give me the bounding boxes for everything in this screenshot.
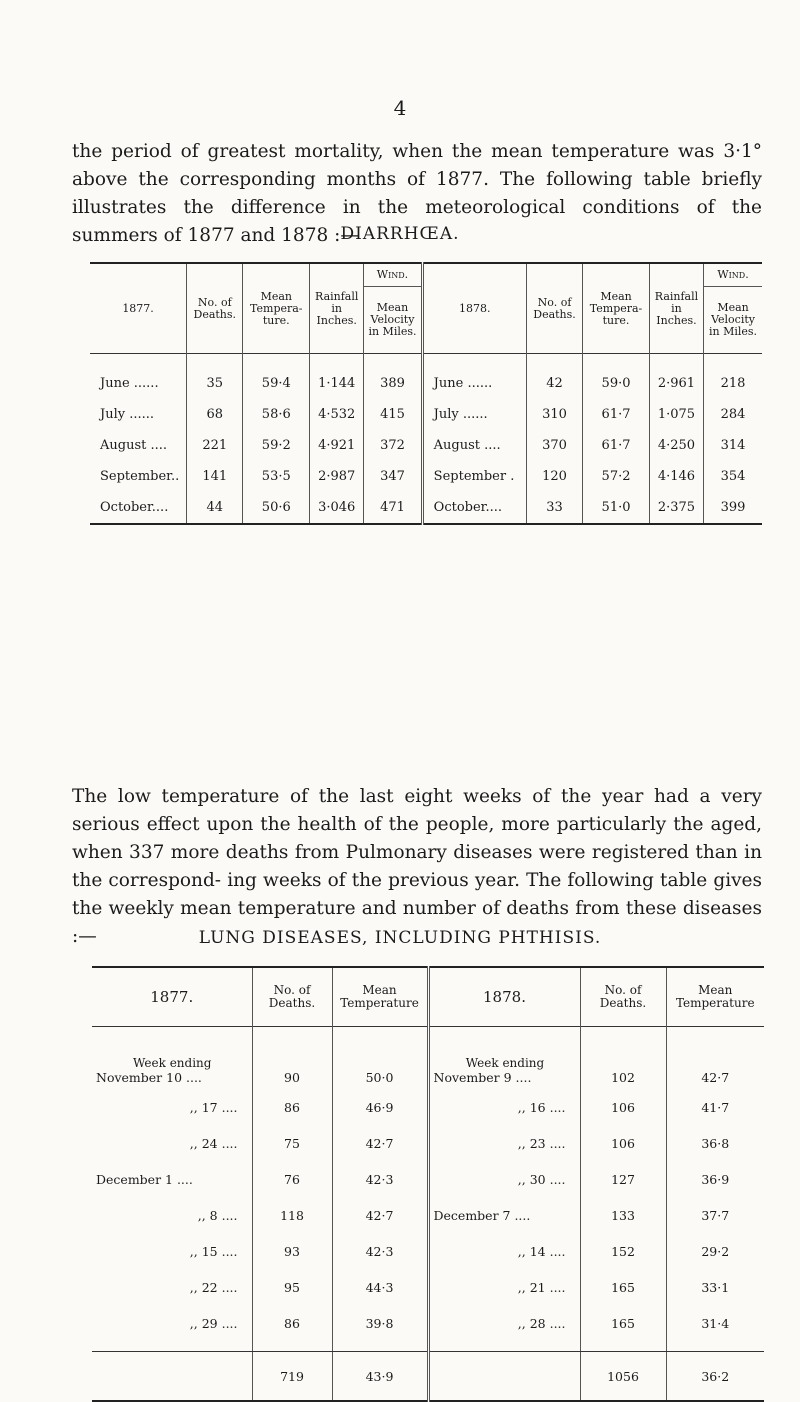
deaths-1877: 90 <box>252 1041 332 1089</box>
temp-1878: 57·2 <box>583 461 650 492</box>
week-ending-label-1878: Week ending <box>465 1056 545 1070</box>
total-temp-1878: 36·2 <box>666 1352 764 1402</box>
rain-1878: 1·075 <box>649 399 703 430</box>
week-1877: ,, 24 .... <box>189 1135 238 1151</box>
header-deaths-1877: No. of Deaths. <box>252 967 332 1027</box>
header-wind-1878: Wind. <box>704 263 762 287</box>
week-1878: ,, 23 .... <box>428 1125 580 1161</box>
wind-1878: 284 <box>704 399 762 430</box>
week-1878: ,, 14 .... <box>428 1233 580 1269</box>
month-1877: September.. <box>100 469 180 484</box>
temp-1877: 59·2 <box>243 430 310 461</box>
month-1878: June ...... <box>422 368 526 399</box>
week-1878 <box>428 1041 580 1089</box>
header-wind-1877: Wind. <box>364 263 422 287</box>
rain-1877: 1·144 <box>310 368 364 399</box>
table-row <box>90 492 762 524</box>
temp-1877: 59·4 <box>243 368 310 399</box>
wind-1877: 372 <box>364 430 422 461</box>
deaths-1878: 152 <box>580 1233 666 1269</box>
temp-1878: 29·2 <box>666 1233 764 1269</box>
header-year-1877: 1877. <box>90 263 187 354</box>
month-1877: August .... <box>100 438 168 453</box>
wind-1878: 314 <box>704 430 762 461</box>
temp-1877: 42·3 <box>332 1161 428 1197</box>
deaths-1877: 68 <box>187 399 243 430</box>
wind-1877: 415 <box>364 399 422 430</box>
wind-1878: 354 <box>704 461 762 492</box>
temp-1878: 36·8 <box>666 1125 764 1161</box>
header-year-1877: 1877. <box>92 967 252 1027</box>
header-temp-1878: Mean Temperature <box>666 967 764 1027</box>
month-1877: June ...... <box>100 376 159 391</box>
deaths-1877: 35 <box>187 368 243 399</box>
month-1878: September . <box>422 461 526 492</box>
week-1877-text: November 10 .... <box>96 1070 202 1085</box>
wind-1878: 399 <box>704 492 762 524</box>
header-velocity-1878: Mean Velocity in Miles. <box>704 287 762 354</box>
header-deaths-1878: No. of Deaths. <box>526 263 582 354</box>
header-year-1878: 1878. <box>428 967 580 1027</box>
lung-diseases-table <box>92 966 764 1402</box>
deaths-1877: 93 <box>252 1233 332 1269</box>
lung-table-title: LUNG DISEASES, INCLUDING PHTHISIS. <box>198 928 602 948</box>
month-1878: July ...... <box>422 399 526 430</box>
rain-1878: 2·961 <box>649 368 703 399</box>
temp-1877: 50·6 <box>243 492 310 524</box>
deaths-1878: 42 <box>526 368 582 399</box>
deaths-1878: 106 <box>580 1089 666 1125</box>
week-1877 <box>92 1041 252 1089</box>
table-row <box>90 399 762 430</box>
week-1877: ,, 29 .... <box>189 1315 238 1331</box>
temp-1877: 44·3 <box>332 1269 428 1305</box>
month-1877: July ...... <box>100 407 155 422</box>
header-temp-1877: Mean Temperature <box>332 967 428 1027</box>
header-temp-1878: Mean Tempera- ture. <box>583 263 650 354</box>
temp-1878: 31·4 <box>666 1305 764 1341</box>
header-year-1878: 1878. <box>422 263 526 354</box>
table-row <box>92 1233 764 1269</box>
deaths-1877: 44 <box>187 492 243 524</box>
temp-1877: 42·7 <box>332 1197 428 1233</box>
total-deaths-1878: 1056 <box>580 1352 666 1402</box>
week-1878-text: November 9 .... <box>433 1070 532 1085</box>
page-number: 4 <box>393 96 407 120</box>
month-1877: October.... <box>90 492 187 524</box>
deaths-1878: 133 <box>580 1197 666 1233</box>
week-1877: ,, 22 .... <box>189 1279 238 1295</box>
deaths-1878: 106 <box>580 1125 666 1161</box>
week-1878: ,, 30 .... <box>428 1161 580 1197</box>
header-deaths-1877: No. of Deaths. <box>187 263 243 354</box>
deaths-1877: 141 <box>187 461 243 492</box>
temp-1878: 33·1 <box>666 1269 764 1305</box>
week-1878: ,, 21 .... <box>428 1269 580 1305</box>
month-1878: August .... <box>422 430 526 461</box>
temp-1877: 39·8 <box>332 1305 428 1341</box>
diarrhoea-table <box>90 262 762 525</box>
rain-1877: 4·921 <box>310 430 364 461</box>
week-1877: December 1 .... <box>96 1171 193 1187</box>
deaths-1877: 95 <box>252 1269 332 1305</box>
table-row <box>92 1161 764 1197</box>
table-row <box>90 430 762 461</box>
month-1878: October.... <box>422 492 526 524</box>
wind-1877: 347 <box>364 461 422 492</box>
table-row <box>90 461 762 492</box>
rain-1877: 2·987 <box>310 461 364 492</box>
temp-1878: 37·7 <box>666 1197 764 1233</box>
deaths-1878: 120 <box>526 461 582 492</box>
header-rain-1878: Rainfall in Inches. <box>649 263 703 354</box>
deaths-1878: 127 <box>580 1161 666 1197</box>
intro-paragraph: the period of greatest mortality, when the mean temperature was 3·1° above the corresponding months of 1877. The following table briefly illustrates the difference in the meteorological conditions of the summers of 1877 and 1878 :— <box>72 141 762 246</box>
table-row <box>92 1305 764 1341</box>
wind-1878: 218 <box>704 368 762 399</box>
rain-1878: 2·375 <box>649 492 703 524</box>
deaths-1878: 165 <box>580 1305 666 1341</box>
deaths-1877: 86 <box>252 1089 332 1125</box>
temp-1878: 61·7 <box>583 430 650 461</box>
week-1877: ,, 8 .... <box>197 1207 238 1223</box>
table-row <box>92 1125 764 1161</box>
deaths-1877: 86 <box>252 1305 332 1341</box>
total-deaths-1877: 719 <box>252 1352 332 1402</box>
temp-1878: 51·0 <box>583 492 650 524</box>
deaths-1878: 102 <box>580 1041 666 1089</box>
week-1877: ,, 15 .... <box>189 1243 238 1259</box>
table-row <box>92 1041 764 1089</box>
header-temp-1877: Mean Tempera- ture. <box>243 263 310 354</box>
temp-1877: 42·3 <box>332 1233 428 1269</box>
rain-1877: 3·046 <box>310 492 364 524</box>
deaths-1878: 370 <box>526 430 582 461</box>
deaths-1877: 76 <box>252 1161 332 1197</box>
deaths-1877: 118 <box>252 1197 332 1233</box>
deaths-1878: 165 <box>580 1269 666 1305</box>
temp-1877: 53·5 <box>243 461 310 492</box>
table-row <box>92 1197 764 1233</box>
temp-1878: 59·0 <box>583 368 650 399</box>
temp-1877: 58·6 <box>243 399 310 430</box>
deaths-1878: 310 <box>526 399 582 430</box>
rain-1877: 4·532 <box>310 399 364 430</box>
week-1878: ,, 28 .... <box>428 1305 580 1341</box>
rain-1878: 4·146 <box>649 461 703 492</box>
temp-1878: 42·7 <box>666 1041 764 1089</box>
temp-1877: 50·0 <box>332 1041 428 1089</box>
lung-paragraph: The low temperature of the last eight weeks of the year had a very serious effect upon the health of the people, more particularly the aged, when 337 more deaths from Pulmonary diseases were registered than in the correspond- ing weeks of the previous year. The following table gives the weekly mean temperature and number of deaths from these diseases :— <box>72 786 762 947</box>
table-row <box>92 1269 764 1305</box>
week-ending-label-1877: Week ending <box>133 1056 212 1070</box>
diarrhoea-table-title: DIARRHŒA. <box>340 224 460 244</box>
wind-1877: 471 <box>364 492 422 524</box>
deaths-1877: 221 <box>187 430 243 461</box>
temp-1877: 42·7 <box>332 1125 428 1161</box>
deaths-1877: 75 <box>252 1125 332 1161</box>
header-deaths-1878: No. of Deaths. <box>580 967 666 1027</box>
rain-1878: 4·250 <box>649 430 703 461</box>
table-row <box>90 368 762 399</box>
week-1877: ,, 17 .... <box>189 1099 238 1115</box>
temp-1877: 46·9 <box>332 1089 428 1125</box>
wind-1877: 389 <box>364 368 422 399</box>
temp-1878: 41·7 <box>666 1089 764 1125</box>
temp-1878: 61·7 <box>583 399 650 430</box>
week-1878: ,, 16 .... <box>428 1089 580 1125</box>
week-1878: December 7 .... <box>428 1197 580 1233</box>
deaths-1878: 33 <box>526 492 582 524</box>
table-row <box>92 1089 764 1125</box>
totals-row <box>92 1352 764 1402</box>
total-temp-1877: 43·9 <box>332 1352 428 1402</box>
header-rain-1877: Rainfall in Inches. <box>310 263 364 354</box>
header-velocity-1877: Mean Velocity in Miles. <box>364 287 422 354</box>
temp-1878: 36·9 <box>666 1161 764 1197</box>
